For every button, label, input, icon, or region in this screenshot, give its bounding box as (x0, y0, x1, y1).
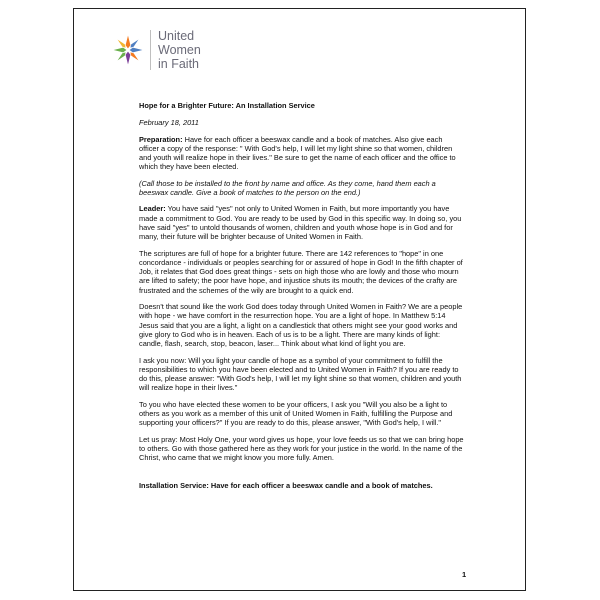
document-body (139, 101, 464, 497)
preparation-text: Have for each officer a beeswax candle and a book of matches. Also give each officer a copy of the response: " With God's help, I will let my light shine so that women, children and youth will realize hope in their lives." Be sure to get the name of each officer and the office to which they have been elected. (139, 134, 456, 172)
elected-paragraph: To you who have elected these women to be your officers, I ask you "Will you also be a light to others as you work as a member of this unit of United Women in Faith, fulfilling the Purpose and supporting your officers?" If you are ready to do this, please answer, "With God's help, I will." (139, 399, 453, 428)
preparation-label: Preparation: (139, 134, 183, 144)
leader-label: Leader: (139, 204, 166, 214)
logo-divider (150, 30, 151, 70)
logo-wordmark (158, 29, 201, 71)
document-date: February 18, 2011 (139, 118, 199, 128)
instruction-paragraph: (Call those to be installed to the front by name and office. As they come, hand them each a beeswax candle. Give a book of matches to the person on the end.) (139, 178, 436, 198)
ask-paragraph: I ask you now: Will you light your candle of hope as a symbol of your commitment to fulfill the responsibilities to which you have been elected and to United Women in Faith? If you are ready to do this, please answer: "With God's help, I will let my light shine so that women, children and youth will realize hope in their lives." (139, 355, 462, 393)
leader-text: You have said "yes" not only to United Women in Faith, but more importantly you have made a commitment to God. You are ready to be used by God in this specific way. In doing so, you have said "yes" to untold thousands of women, children and youth whose hope is in God and for many, their future will be brighter because of United Women in Faith. (139, 204, 462, 242)
light-paragraph: Doesn't that sound like the work God does today through United Women in Faith? We are a people with hope - we have comfort in the resurrection hope. You are a light of hope. In Matthew 5:14 Jesus said that you are a light, a light on a candlestick that others might see your good works and give glory to God who is in heaven. Each of us is to be a light. There are many kinds of light: candle, flash, search, stop, beacon, laser... Think about what kind of light you are. (139, 302, 463, 349)
logo-line-3: in Faith (158, 57, 199, 71)
prayer-paragraph: Let us pray: Most Holy One, your word gives us hope, your love feeds us so that we can bring hope to others. Go with those gathered here as they work for your justice in the world. In the name of the Christ, who came that we might know you more fully. Amen. (139, 434, 464, 463)
united-women-in-faith-logo (112, 29, 201, 71)
flame-cross-logo-icon (112, 34, 144, 66)
leader-paragraph (139, 204, 464, 241)
logo-line-2: Women (158, 43, 201, 57)
document-page (73, 8, 526, 591)
document-title: Hope for a Brighter Future: An Installation Service (139, 101, 315, 110)
scriptures-paragraph: The scriptures are full of hope for a brighter future. There are 142 references to "hope" in one concordance - individuals or peoples searching for or assured of hope in God! In the fifth chapter of Job, it relates that God does great things - sets on high those who are lowly and those who mourn are lifted to safety; the poor have hope, and injustice shuts its mouth; the devices of the crafty are frustrated and the schemes of the wily are brought to a quick end. (139, 248, 463, 295)
preparation-paragraph (139, 135, 464, 172)
logo-line-1: United (158, 29, 195, 43)
closing-note: Installation Service: Have for each officer a beeswax candle and a book of matches. (139, 480, 433, 490)
page-number: 1 (462, 570, 467, 579)
